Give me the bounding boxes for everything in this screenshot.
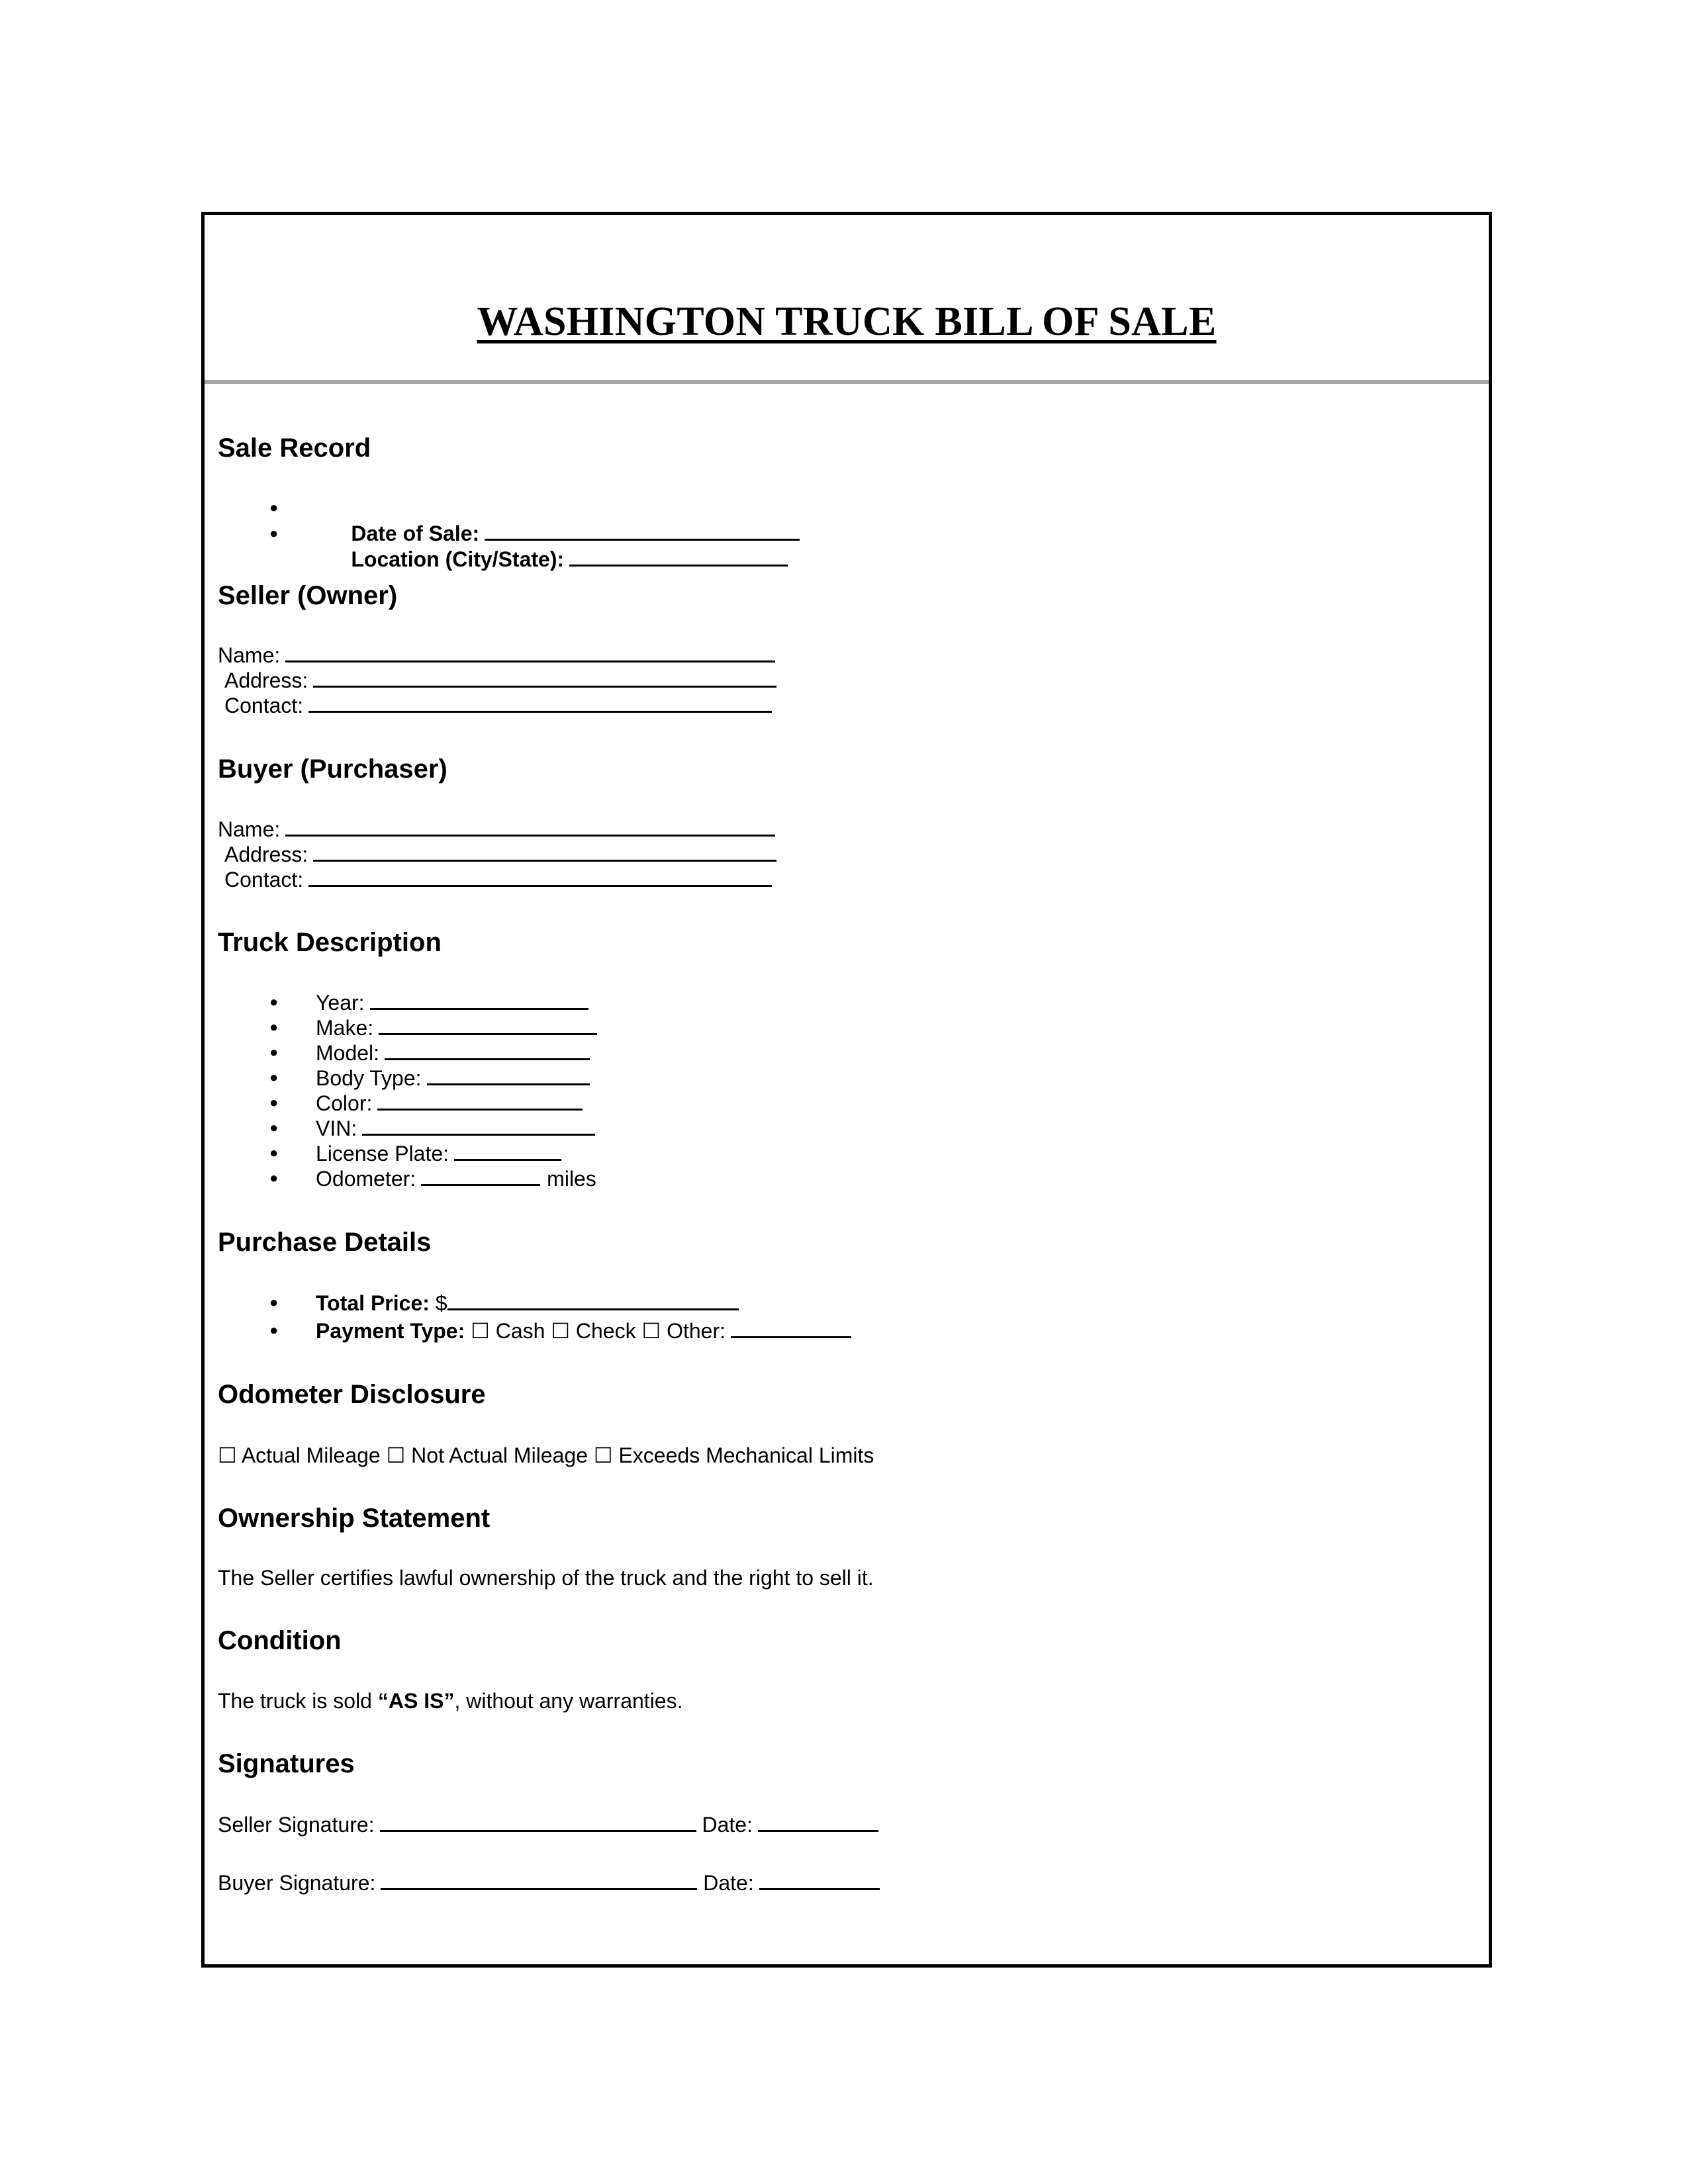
truck-vin-field[interactable] [362,1115,595,1136]
heading-seller: Seller (Owner) [218,581,398,610]
condition-text: The truck is sold “AS IS”, without any warranties. [218,1689,683,1713]
purchase-price-field[interactable] [447,1290,739,1310]
buyer-contact-row: Contact: [224,866,772,892]
truck-year-field[interactable] [370,989,588,1010]
bullet-icon: ● [269,993,279,1010]
heading-signatures: Signatures [218,1749,355,1778]
bullet-icon: ● [269,1019,279,1035]
bullet-icon: ● [269,1119,279,1136]
truck-make-field[interactable] [379,1015,597,1035]
truck-model-item: ● Model: [316,1040,590,1066]
truck-year-item: ● Year: [316,989,588,1015]
buyer-address-field[interactable] [313,841,776,862]
truck-plate-field[interactable] [454,1140,561,1161]
bullet-icon: ● [269,1169,279,1186]
bullet-icon: ● [269,1322,279,1338]
sale-date-item: ● Date of Sale: [316,495,800,571]
buyer-name-field[interactable] [285,816,775,837]
buyer-address-row: Address: [224,841,776,867]
bullet-icon: ● [269,499,279,516]
ownership-text: The Seller certifies lawful ownership of the truck and the right to sell it. [218,1566,874,1590]
bullet-icon: ● [269,1144,279,1161]
truck-color-field[interactable] [377,1090,583,1111]
buyer-name-row: Name: [218,816,775,842]
heading-ownership-statement: Ownership Statement [218,1504,491,1533]
seller-signature-field[interactable] [380,1811,696,1832]
truck-make-item: ● Make: [316,1015,597,1040]
seller-date-field[interactable] [758,1811,878,1832]
sale-location-item: ● Location (City/State): [316,521,788,597]
seller-contact-field[interactable] [308,692,772,713]
buyer-date-field[interactable] [759,1870,880,1890]
odometer-disclosure-options[interactable]: ☐ Actual Mileage ☐ Not Actual Mileage ☐ Exceeds Mechanical Limits [218,1443,874,1467]
seller-address-row: Address: [224,667,776,693]
sale-location-field[interactable] [569,546,788,567]
truck-body-field[interactable] [427,1065,590,1085]
truck-odometer-field[interactable] [421,1165,540,1186]
document-title: WASHINGTON TRUCK BILL OF SALE [477,299,1217,344]
buyer-signature-row: Buyer Signature: Date: [218,1870,880,1895]
truck-vin-item: ● VIN: [316,1115,595,1141]
seller-signature-row: Seller Signature: Date: [218,1811,878,1837]
heading-sale-record: Sale Record [218,433,371,463]
title-area [205,215,1489,384]
seller-name-row: Name: [218,642,775,668]
purchase-price-item: ● Total Price: $ [316,1290,739,1316]
bullet-icon: ● [269,1294,279,1310]
buyer-signature-field[interactable] [381,1870,697,1890]
bullet-icon: ● [269,1044,279,1060]
heading-condition: Condition [218,1626,342,1655]
document-frame [201,212,1492,1968]
truck-odometer-item: ● Odometer: miles [269,1167,596,1191]
heading-odometer-disclosure: Odometer Disclosure [218,1380,486,1409]
buyer-contact-field[interactable] [308,866,772,887]
heading-buyer: Buyer (Purchaser) [218,754,447,784]
bullet-icon: ● [269,1094,279,1111]
bullet-icon: ● [269,525,279,541]
truck-plate-item: ● License Plate: [316,1140,561,1166]
seller-address-field[interactable] [313,667,776,688]
truck-body-item: ● Body Type: [316,1065,590,1091]
payment-other-field[interactable] [731,1318,851,1338]
truck-model-field[interactable] [385,1040,590,1060]
bullet-icon: ● [269,1069,279,1085]
truck-color-item: ● Color: [316,1090,583,1116]
payment-checkboxes[interactable]: ☐ Cash ☐ Check ☐ Other: [471,1319,726,1343]
seller-name-field[interactable] [285,642,775,662]
seller-contact-row: Contact: [224,692,772,718]
payment-type-item: ● Payment Type: ☐ Cash ☐ Check ☐ Other: [316,1318,851,1343]
heading-purchase-details: Purchase Details [218,1228,432,1257]
heading-truck-description: Truck Description [218,928,442,957]
